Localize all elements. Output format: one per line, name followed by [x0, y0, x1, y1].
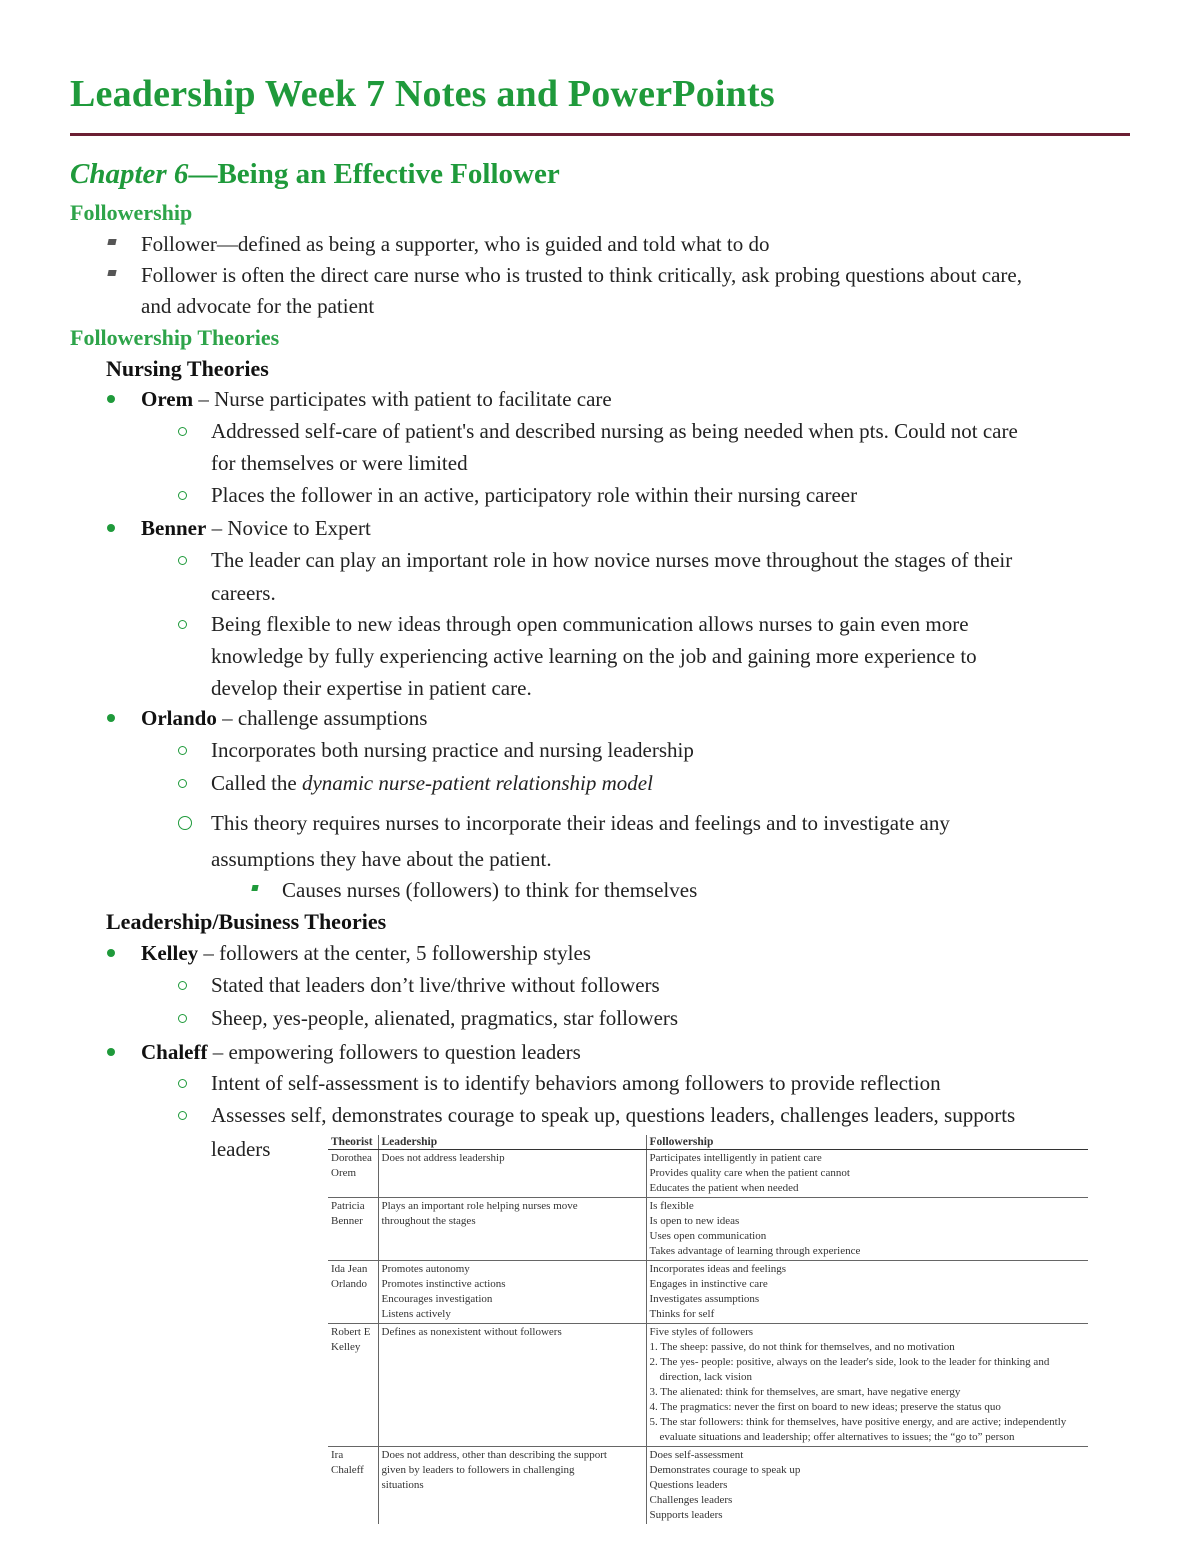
leadership-line: situations — [381, 1479, 424, 1491]
kelley-sub-1: Stated that leaders don’t live/thrive without followers — [211, 973, 660, 997]
benner-desc: – Novice to Expert — [206, 516, 371, 540]
followership-line: Educates the patient when needed — [649, 1182, 799, 1194]
benner-sub-2: Being flexible to new ideas through open communication allows nurses to gain even more — [211, 612, 969, 636]
chaleff-name: Chaleff — [141, 1040, 208, 1064]
leadership-line: Encourages investigation — [381, 1293, 493, 1305]
cell-leadership — [378, 1447, 646, 1525]
theorist-line: Ida Jean — [331, 1263, 368, 1275]
circle-bullet-icon — [178, 491, 187, 500]
followership-theories-heading: Followership Theories — [70, 325, 280, 350]
header-theorist: Theorist — [328, 1135, 378, 1150]
orlando-sub-1: Incorporates both nursing practice and nursing leadership — [211, 738, 694, 762]
orlando-item — [141, 706, 427, 730]
benner-sub-2-cont-1: knowledge by fully experiencing active learning on the job and gaining more experience to — [211, 644, 977, 668]
followership-heading: Followership — [70, 200, 193, 225]
theorist-line: Chaleff — [331, 1464, 364, 1476]
orem-item — [141, 387, 612, 411]
circle-bullet-icon — [178, 746, 187, 755]
followership-bullet-1: Follower—defined as being a supporter, who is guided and told what to do — [141, 232, 770, 256]
circle-bullet-icon — [178, 620, 187, 629]
chaleff-sub-2-cont: leaders — [211, 1137, 271, 1161]
leadership-line: Plays an important role helping nurses move — [381, 1200, 578, 1212]
leadership-line: Promotes autonomy — [381, 1263, 470, 1275]
theorist-line: Kelley — [331, 1341, 361, 1353]
bullet-dot-icon — [107, 1048, 115, 1056]
benner-name: Benner — [141, 516, 207, 540]
orem-sub-2: Places the follower in an active, participatory role within their nursing career — [211, 483, 858, 507]
followership-line: Supports leaders — [649, 1509, 723, 1521]
bullet-dot-icon — [107, 949, 115, 957]
orlando-sub-2-text: Called the — [211, 771, 302, 795]
cell-followership — [646, 1150, 1088, 1198]
cell-leadership — [378, 1198, 646, 1261]
theorist-line: Patricia — [331, 1200, 365, 1212]
followership-line: Is open to new ideas — [649, 1215, 740, 1227]
circle-bullet-icon — [178, 556, 187, 565]
theorist-line: Dorothea — [331, 1152, 372, 1164]
cell-leadership — [378, 1261, 646, 1324]
table-body — [328, 1150, 1088, 1525]
followership-line: Takes advantage of learning through experience — [649, 1245, 861, 1257]
table-row — [328, 1198, 1088, 1261]
followership-line: Investigates assumptions — [649, 1293, 760, 1305]
table-row — [328, 1324, 1088, 1447]
circle-bullet-icon — [178, 816, 192, 830]
header-leadership: Leadership — [378, 1135, 646, 1150]
table-row — [328, 1150, 1088, 1198]
leadership-line: Promotes instinctive actions — [381, 1278, 506, 1290]
comparison-table — [328, 1135, 1088, 1524]
followership-line: Demonstrates courage to speak up — [649, 1464, 801, 1476]
bullet-dot-icon — [107, 714, 115, 722]
orlando-model-name: dynamic nurse-patient relationship model — [301, 771, 653, 795]
cell-theorist — [328, 1324, 378, 1447]
nursing-theories-heading: Nursing Theories — [106, 356, 269, 381]
chaleff-desc: – empowering followers to question leaders — [207, 1040, 581, 1064]
leadership-line: Defines as nonexistent without followers — [381, 1326, 562, 1338]
circle-bullet-icon — [178, 981, 187, 990]
followership-line: Challenges leaders — [649, 1494, 733, 1506]
followership-line: 3. The alienated: think for themselves, are smart, have negative energy — [649, 1386, 961, 1398]
leadership-line: Does not address, other than describing the support — [381, 1449, 607, 1461]
theorist-comparison-table — [328, 1135, 1088, 1524]
followership-line: 4. The pragmatics: never the first on board to new ideas; preserve the status quo — [649, 1401, 1001, 1413]
square-bullet-icon — [107, 270, 116, 276]
benner-sub-2-cont-2: develop their expertise in patient care. — [211, 676, 532, 700]
leadership-line: given by leaders to followers in challenging — [381, 1464, 575, 1476]
followership-line: Uses open communication — [649, 1230, 767, 1242]
followership-line: 2. The yes- people: positive, always on the leader's side, look to the leader for thinking and direction, lack vision — [649, 1356, 1050, 1383]
theorist-line: Robert E — [331, 1326, 371, 1338]
leadership-line: throughout the stages — [381, 1215, 476, 1227]
orem-name: Orem — [141, 387, 194, 411]
chapter-heading — [70, 158, 560, 191]
followership-line: Questions leaders — [649, 1479, 728, 1491]
circle-bullet-icon — [178, 1111, 187, 1120]
orlando-sub-3-bullet: Causes nurses (followers) to think for themselves — [282, 878, 698, 902]
chapter-label: Chapter 6 — [70, 158, 189, 190]
bullet-dot-icon — [107, 524, 115, 532]
cell-theorist — [328, 1150, 378, 1198]
cell-theorist — [328, 1447, 378, 1525]
followership-line: Five styles of followers — [649, 1326, 754, 1338]
cell-followership — [646, 1324, 1088, 1447]
orem-desc: – Nurse participates with patient to facilitate care — [193, 387, 612, 411]
cell-leadership — [378, 1150, 646, 1198]
leadership-line: Does not address leadership — [381, 1152, 505, 1164]
circle-bullet-icon — [178, 779, 187, 788]
business-theories-heading: Leadership/Business Theories — [106, 909, 387, 934]
kelley-sub-2: Sheep, yes-people, alienated, pragmatics, star followers — [211, 1006, 679, 1030]
followership-line: 5. The star followers: think for themselves, have positive energy, and are active; independently evaluate situations and leadership; offer alternatives to issues; the “go to” person — [649, 1416, 1067, 1443]
cell-followership — [646, 1198, 1088, 1261]
followership-line: Incorporates ideas and feelings — [649, 1263, 787, 1275]
followership-bullet-2: Follower is often the direct care nurse who is trusted to think critically, ask probing questions about care, — [141, 263, 1022, 287]
cell-followership — [646, 1447, 1088, 1525]
theorist-line: Benner — [331, 1215, 363, 1227]
theorist-line: Orlando — [331, 1278, 368, 1290]
title-divider — [70, 133, 1130, 136]
orem-sub-1-cont: for themselves or were limited — [211, 451, 468, 475]
circle-bullet-icon — [178, 427, 187, 436]
orlando-sub-2 — [211, 771, 653, 795]
cell-theorist — [328, 1198, 378, 1261]
square-bullet-icon — [251, 885, 258, 891]
cell-theorist — [328, 1261, 378, 1324]
followership-line: Is flexible — [649, 1200, 694, 1212]
theorist-line: Ira — [331, 1449, 344, 1461]
benner-item — [141, 516, 371, 540]
bullet-dot-icon — [107, 395, 115, 403]
benner-sub-1: The leader can play an important role in how novice nurses move throughout the stages of their — [211, 548, 1013, 572]
orem-sub-1: Addressed self-care of patient's and described nursing as being needed when pts. Could not care — [211, 419, 1018, 443]
leadership-line: Listens actively — [381, 1308, 451, 1320]
followership-bullet-2-cont: and advocate for the patient — [141, 294, 375, 318]
header-followership: Followership — [646, 1135, 1088, 1150]
followership-line: 1. The sheep: passive, do not think for themselves, and no motivation — [649, 1341, 955, 1353]
orlando-desc: – challenge assumptions — [216, 706, 428, 730]
kelley-name: Kelley — [141, 941, 199, 965]
chaleff-sub-1: Intent of self-assessment is to identify behaviors among followers to provide reflection — [211, 1071, 941, 1095]
cell-leadership — [378, 1324, 646, 1447]
followership-line: Provides quality care when the patient cannot — [649, 1167, 850, 1179]
benner-sub-1-cont: careers. — [211, 581, 276, 605]
kelley-desc: – followers at the center, 5 followership styles — [198, 941, 591, 965]
square-bullet-icon — [107, 239, 116, 245]
circle-bullet-icon — [178, 1014, 187, 1023]
orlando-sub-3: This theory requires nurses to incorporate their ideas and feelings and to investigate any — [211, 811, 950, 835]
followership-line: Participates intelligently in patient care — [649, 1152, 822, 1164]
circle-bullet-icon — [178, 1079, 187, 1088]
theorist-line: Orem — [331, 1167, 357, 1179]
table-header-row — [328, 1135, 1088, 1150]
chapter-title: —Being an Effective Follower — [188, 158, 560, 190]
cell-followership — [646, 1261, 1088, 1324]
followership-line: Engages in instinctive care — [649, 1278, 768, 1290]
table-row — [328, 1447, 1088, 1525]
chaleff-sub-2: Assesses self, demonstrates courage to speak up, questions leaders, challenges leaders, supports — [211, 1103, 1016, 1127]
orlando-name: Orlando — [141, 706, 217, 730]
chaleff-item — [141, 1040, 581, 1064]
orlando-sub-3-cont: assumptions they have about the patient. — [211, 847, 552, 871]
table-row — [328, 1261, 1088, 1324]
document-title: Leadership Week 7 Notes and PowerPoints — [70, 73, 775, 115]
followership-line: Thinks for self — [649, 1308, 715, 1320]
followership-line: Does self-assessment — [649, 1449, 744, 1461]
kelley-item — [141, 941, 591, 965]
